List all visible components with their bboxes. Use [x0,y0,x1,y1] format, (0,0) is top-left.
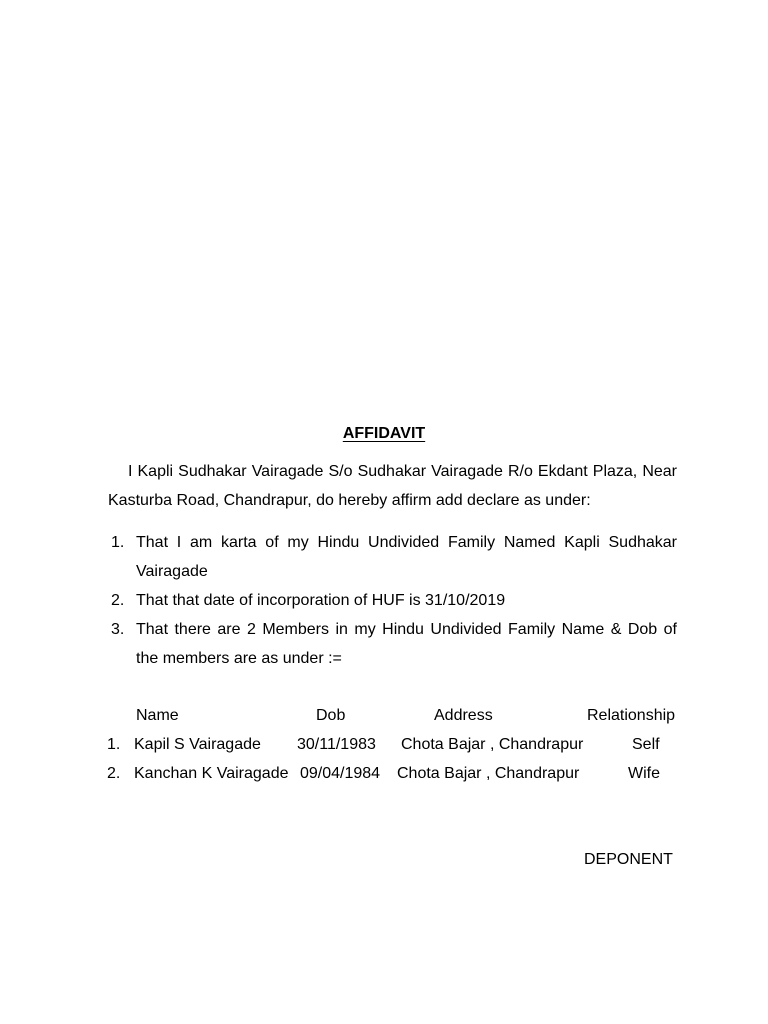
declaration-text: That that date of incorporation of HUF is 31/10/2019 [136,592,506,609]
row-number: 1. [107,736,121,753]
member-address: Chota Bajar , Chandrapur [397,765,580,782]
declaration-item [108,528,677,586]
declaration-number: 1. [111,534,125,551]
declaration-item [108,615,677,673]
column-header-dob: Dob [316,707,346,724]
member-relationship: Self [632,736,660,753]
column-header-name: Name [136,707,179,724]
member-name: Kapil S Vairagade [134,736,261,753]
declarations-list [108,528,677,673]
declaration-text: That there are 2 Members in my Hindu Undivided Family Name & Dob of the members are as under := [136,621,677,667]
member-name: Kanchan K Vairagade [134,765,289,782]
member-dob: 30/11/1983 [297,736,376,753]
column-header-relationship: Relationship [587,707,676,724]
signature-label: DEPONENT [584,851,673,868]
member-address: Chota Bajar , Chandrapur [401,736,584,753]
declaration-text: That I am karta of my Hindu Undivided Family Named Kapli Sudhakar Vairagade [136,534,677,580]
declaration-number: 2. [111,592,125,609]
member-dob: 09/04/1984 [300,765,381,782]
document-title: AFFIDAVIT [342,425,426,442]
declaration-item [108,586,677,615]
declaration-number: 3. [111,621,125,638]
row-number: 2. [107,765,121,782]
column-header-address: Address [434,707,493,724]
member-relationship: Wife [628,765,660,782]
intro-paragraph: I Kapli Sudhakar Vairagade S/o Sudhakar Vairagade R/o Ekdant Plaza, Near Kasturba Road, Chandrapur, do hereby affirm add declare as under: [108,463,677,509]
